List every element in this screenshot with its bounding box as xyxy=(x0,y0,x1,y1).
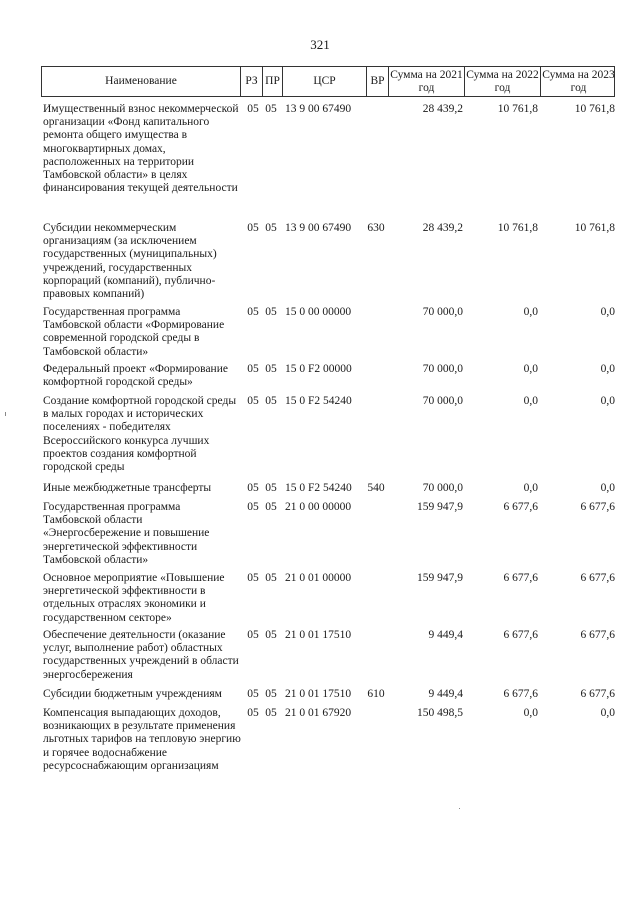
row-name: Государственная программа Тамбовской области «Энергосбережение и повышение энергетической эффективности Тамбовской области» xyxy=(43,501,210,566)
row-sum-2021: 28 439,2 xyxy=(422,103,463,115)
row-vr: 630 xyxy=(367,222,385,234)
row-sum-2022: 6 677,6 xyxy=(503,629,538,641)
row-sum-2022: 0,0 xyxy=(523,363,538,375)
header-csr: ЦСР xyxy=(282,67,366,96)
row-name: Федеральный проект «Формирование комфортной городской среды» xyxy=(43,363,228,389)
row-name: Компенсация выпадающих доходов, возникающих в результате применения льготных тарифов на тепловую энергию и горячее водоснабжение ресурсоснабжающим организациям xyxy=(43,707,241,772)
row-sum-2021: 159 947,9 xyxy=(417,501,463,513)
row-csr: 21 0 01 67920 xyxy=(285,707,352,719)
row-pr: 05 xyxy=(265,395,277,407)
row-name: Иные межбюджетные трансферты xyxy=(43,482,212,494)
row-rz: 05 xyxy=(247,395,259,407)
header-vr: ВР xyxy=(366,67,388,96)
row-sum-2022: 6 677,6 xyxy=(503,501,538,513)
row-csr: 15 0 F2 54240 xyxy=(285,482,352,494)
row-rz: 05 xyxy=(247,688,259,700)
row-pr: 05 xyxy=(265,103,277,115)
row-name: Обеспечение деятельности (оказание услуг, выполнение работ) областных государственных учреждений в области энергосбережения xyxy=(43,629,239,681)
row-sum-2021: 70 000,0 xyxy=(422,306,463,318)
row-csr: 13 9 00 67490 xyxy=(285,103,352,115)
row-rz: 05 xyxy=(247,572,259,584)
row-name: Создание комфортной городской среды в малых городах и исторических поселениях - победителях Всероссийского конкурса лучших проектов создания комфортной городской среды xyxy=(43,395,237,474)
row-csr: 21 0 01 17510 xyxy=(285,688,352,700)
row-csr: 15 0 F2 00000 xyxy=(285,363,352,375)
header-rz: РЗ xyxy=(240,67,262,96)
row-name: Основное мероприятие «Повышение энергетической эффективности в отдельных отраслях экономики и государственном секторе» xyxy=(43,572,225,624)
row-pr: 05 xyxy=(265,363,277,375)
row-pr: 05 xyxy=(265,707,277,719)
row-rz: 05 xyxy=(247,222,259,234)
row-sum-2023: 0,0 xyxy=(600,363,615,375)
row-sum-2023: 10 761,8 xyxy=(574,103,615,115)
row-sum-2022: 0,0 xyxy=(523,306,538,318)
row-rz: 05 xyxy=(247,103,259,115)
row-csr: 21 0 01 17510 xyxy=(285,629,352,641)
row-sum-2021: 28 439,2 xyxy=(422,222,463,234)
row-sum-2021: 159 947,9 xyxy=(417,572,463,584)
row-sum-2021: 70 000,0 xyxy=(422,363,463,375)
row-pr: 05 xyxy=(265,501,277,513)
row-sum-2023: 0,0 xyxy=(600,482,615,494)
row-name: Субсидии бюджетным учреждениям xyxy=(43,688,222,700)
row-pr: 05 xyxy=(265,222,277,234)
row-pr: 05 xyxy=(265,482,277,494)
header-sum-2023: Сумма на 2023 год xyxy=(540,67,616,96)
row-csr: 15 0 F2 54240 xyxy=(285,395,352,407)
row-sum-2021: 150 498,5 xyxy=(417,707,463,719)
row-pr: 05 xyxy=(265,306,277,318)
row-csr: 13 9 00 67490 xyxy=(285,222,352,234)
row-sum-2021: 70 000,0 xyxy=(422,395,463,407)
row-sum-2023: 0,0 xyxy=(600,707,615,719)
row-sum-2023: 0,0 xyxy=(600,306,615,318)
row-sum-2022: 0,0 xyxy=(523,482,538,494)
row-csr: 21 0 00 00000 xyxy=(285,501,352,513)
row-sum-2022: 10 761,8 xyxy=(497,222,538,234)
row-sum-2023: 6 677,6 xyxy=(580,501,615,513)
row-sum-2021: 9 449,4 xyxy=(428,688,463,700)
row-rz: 05 xyxy=(247,501,259,513)
row-sum-2023: 6 677,6 xyxy=(580,688,615,700)
scan-speck xyxy=(5,412,6,416)
row-sum-2021: 70 000,0 xyxy=(422,482,463,494)
row-sum-2023: 10 761,8 xyxy=(574,222,615,234)
scan-speck xyxy=(459,808,460,809)
header-name: Наименование xyxy=(105,75,177,87)
row-sum-2023: 6 677,6 xyxy=(580,572,615,584)
row-sum-2022: 10 761,8 xyxy=(497,103,538,115)
row-csr: 21 0 01 00000 xyxy=(285,572,352,584)
row-rz: 05 xyxy=(247,707,259,719)
header-sum-2022: Сумма на 2022 год xyxy=(464,67,540,96)
header-pr: ПР xyxy=(262,67,282,96)
row-sum-2023: 6 677,6 xyxy=(580,629,615,641)
row-sum-2023: 0,0 xyxy=(600,395,615,407)
row-pr: 05 xyxy=(265,688,277,700)
row-sum-2022: 0,0 xyxy=(523,707,538,719)
row-sum-2021: 9 449,4 xyxy=(428,629,463,641)
row-name: Субсидии некоммерческим организациям (за исключением государственных (муниципальных) учреждений, государственных корпораций (компаний), публично-правовых компаний) xyxy=(43,222,217,301)
row-csr: 15 0 00 00000 xyxy=(285,306,352,318)
row-rz: 05 xyxy=(247,363,259,375)
row-rz: 05 xyxy=(247,306,259,318)
row-name: Имущественный взнос некоммерческой организации «Фонд капитального ремонта общего имущества в многоквартирных домах, расположенных на территории Тамбовской области» в целях финансирования текущей деятельности xyxy=(43,103,239,195)
row-pr: 05 xyxy=(265,629,277,641)
row-name: Государственная программа Тамбовской области «Формирование современной городской среды в Тамбовской области» xyxy=(43,306,225,358)
table-header xyxy=(41,66,615,97)
page-number: 321 xyxy=(310,37,330,52)
row-sum-2022: 0,0 xyxy=(523,395,538,407)
row-rz: 05 xyxy=(247,482,259,494)
header-sum-2021: Сумма на 2021 год xyxy=(388,67,464,96)
row-vr: 610 xyxy=(367,688,385,700)
row-sum-2022: 6 677,6 xyxy=(503,688,538,700)
row-rz: 05 xyxy=(247,629,259,641)
row-sum-2022: 6 677,6 xyxy=(503,572,538,584)
row-vr: 540 xyxy=(367,482,385,494)
row-pr: 05 xyxy=(265,572,277,584)
